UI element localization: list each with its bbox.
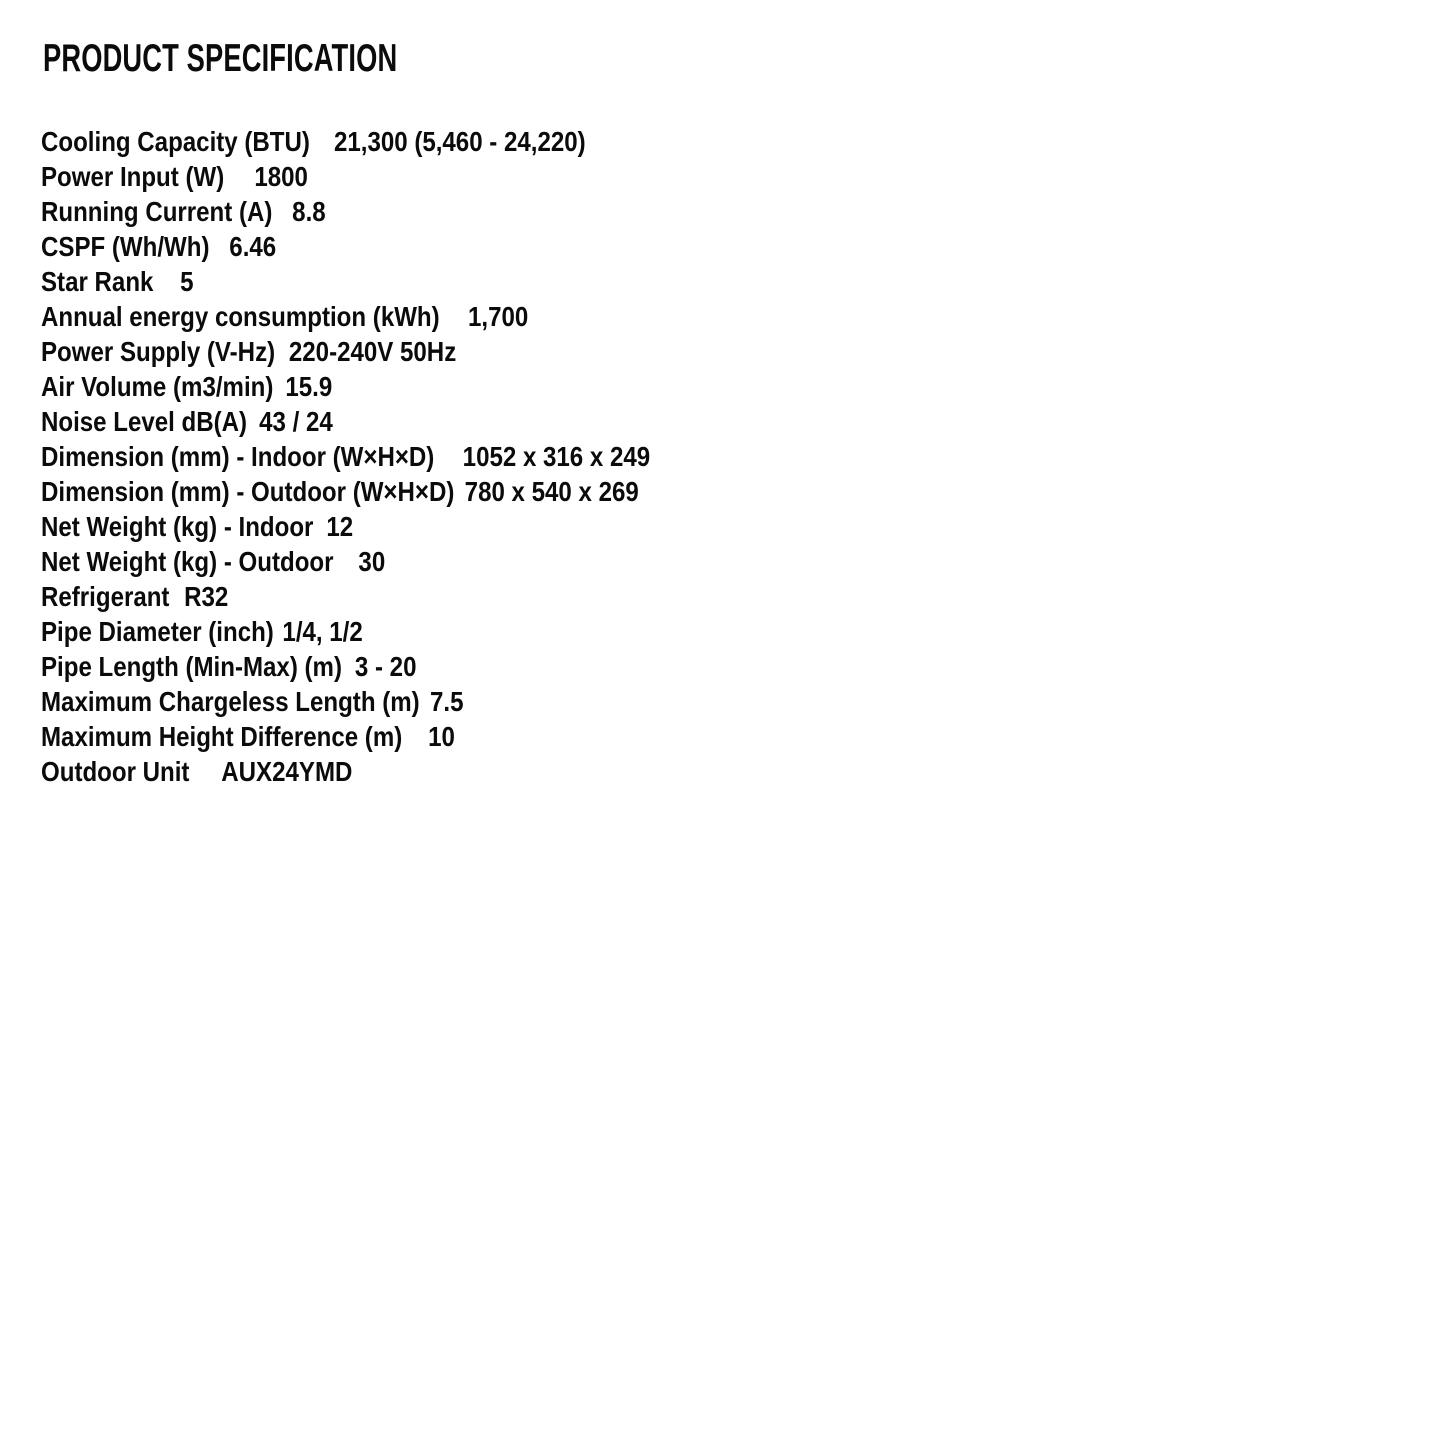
spec-row-inner bbox=[41, 579, 228, 614]
spec-value: 1800 bbox=[254, 161, 308, 192]
spec-label: Refrigerant bbox=[41, 581, 170, 612]
spec-row-pipe-diameter bbox=[41, 614, 749, 649]
spec-row-dimension-outdoor bbox=[41, 474, 749, 509]
spec-value: 30 bbox=[358, 546, 386, 577]
spec-value: 3 - 20 bbox=[354, 651, 417, 682]
spec-row-annual-energy bbox=[41, 299, 749, 334]
spec-label: Net Weight (kg) - Indoor bbox=[41, 511, 314, 542]
spec-list bbox=[41, 124, 749, 789]
spec-label: Maximum Chargeless Length (m) bbox=[41, 686, 420, 717]
spec-row-max-chargeless-length bbox=[41, 684, 749, 719]
spec-row-inner bbox=[41, 509, 353, 544]
spec-value: 1,700 bbox=[468, 301, 529, 332]
spec-row-inner bbox=[41, 649, 416, 684]
spec-value: 8.8 bbox=[292, 196, 326, 227]
spec-row-inner bbox=[41, 474, 639, 509]
spec-value: 5 bbox=[180, 266, 194, 297]
spec-row-power-supply bbox=[41, 334, 749, 369]
spec-row-pipe-length bbox=[41, 649, 749, 684]
spec-label: Star Rank bbox=[41, 266, 154, 297]
spec-label: Pipe Diameter (inch) bbox=[41, 616, 274, 647]
spec-row-inner bbox=[41, 754, 352, 789]
spec-row-inner bbox=[41, 334, 456, 369]
spec-row-inner bbox=[41, 159, 308, 194]
spec-row-inner bbox=[41, 684, 463, 719]
spec-value: 15.9 bbox=[285, 371, 333, 402]
spec-row-inner bbox=[41, 124, 586, 159]
spec-label: Air Volume (m3/min) bbox=[41, 371, 274, 402]
spec-row-running-current bbox=[41, 194, 749, 229]
spec-label: Maximum Height Difference (m) bbox=[41, 721, 403, 752]
spec-row-inner bbox=[41, 614, 363, 649]
spec-label: Power Input (W) bbox=[41, 161, 225, 192]
spec-row-outdoor-unit bbox=[41, 754, 749, 789]
spec-row-power-input bbox=[41, 159, 749, 194]
spec-row-inner bbox=[41, 229, 276, 264]
spec-label: Cooling Capacity (BTU) bbox=[41, 126, 310, 157]
spec-label: Power Supply (V-Hz) bbox=[41, 336, 276, 367]
spec-label: CSPF (Wh/Wh) bbox=[41, 231, 210, 262]
spec-row-inner bbox=[41, 194, 326, 229]
spec-value: 1/4, 1/2 bbox=[282, 616, 363, 647]
spec-value: 43 / 24 bbox=[259, 406, 333, 437]
spec-value: 1052 x 316 x 249 bbox=[462, 441, 651, 472]
spec-label: Running Current (A) bbox=[41, 196, 273, 227]
spec-value: 12 bbox=[326, 511, 354, 542]
spec-row-noise-level bbox=[41, 404, 749, 439]
spec-label: Pipe Length (Min-Max) (m) bbox=[41, 651, 342, 682]
spec-row-star-rank bbox=[41, 264, 749, 299]
spec-value: 6.46 bbox=[229, 231, 277, 262]
spec-row-inner bbox=[41, 719, 455, 754]
spec-row-cooling-capacity bbox=[41, 124, 749, 159]
spec-value: 10 bbox=[428, 721, 455, 752]
spec-label: Net Weight (kg) - Outdoor bbox=[41, 546, 334, 577]
spec-row-net-weight-outdoor bbox=[41, 544, 749, 579]
spec-value: 220-240V 50Hz bbox=[288, 336, 457, 367]
spec-row-refrigerant bbox=[41, 579, 749, 614]
spec-label: Outdoor Unit bbox=[41, 756, 190, 787]
spec-row-air-volume bbox=[41, 369, 749, 404]
spec-row-inner bbox=[41, 299, 528, 334]
spec-label: Dimension (mm) - Outdoor (W×H×D) bbox=[41, 476, 455, 507]
spec-row-inner bbox=[41, 404, 333, 439]
spec-row-net-weight-indoor bbox=[41, 509, 749, 544]
spec-row-max-height-difference bbox=[41, 719, 749, 754]
spec-value: 7.5 bbox=[429, 686, 464, 717]
spec-value: R32 bbox=[184, 581, 229, 612]
spec-row-inner bbox=[41, 439, 650, 474]
spec-row-inner bbox=[41, 264, 193, 299]
spec-row-cspf bbox=[41, 229, 749, 264]
spec-label: Annual energy consumption (kWh) bbox=[41, 301, 440, 332]
spec-row-inner bbox=[41, 544, 385, 579]
spec-value: 780 x 540 x 269 bbox=[464, 476, 639, 507]
spec-value: AUX24YMD bbox=[221, 756, 353, 787]
spec-label: Noise Level dB(A) bbox=[41, 406, 248, 437]
spec-row-inner bbox=[41, 369, 332, 404]
page-title: PRODUCT SPECIFICATION bbox=[43, 37, 398, 80]
spec-row-dimension-indoor bbox=[41, 439, 749, 474]
spec-value: 21,300 (5,460 - 24,220) bbox=[333, 126, 586, 157]
spec-label: Dimension (mm) - Indoor (W×H×D) bbox=[41, 441, 435, 472]
